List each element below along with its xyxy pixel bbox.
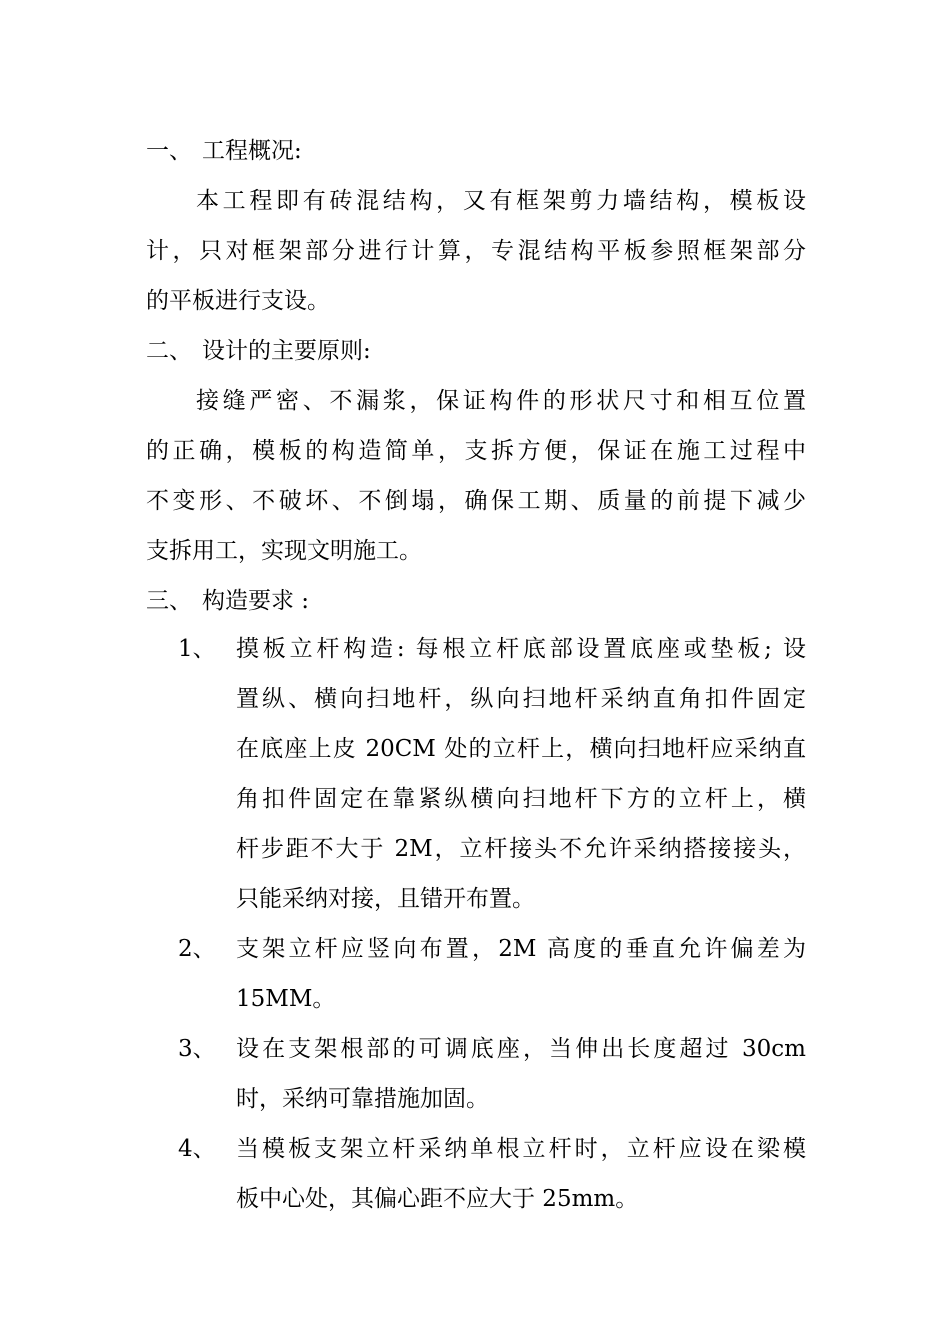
- list-item-line: 设在支架根部的可调底座，当伸出长度超过 30cm: [236, 1036, 806, 1062]
- section-number: 三、: [146, 588, 192, 614]
- section-title: 构造要求 :: [202, 588, 310, 614]
- list-item-number: 4、: [178, 1136, 216, 1162]
- paragraph-line: 支拆用工，实现文明施工。: [146, 538, 422, 564]
- section-heading-2: [146, 336, 371, 366]
- list-item-line: 摸板立杆构造: 每根立杆底部设置底座或垫板; 设: [236, 636, 806, 662]
- list-item-number: 1、: [178, 636, 216, 662]
- list-item-number: 3、: [178, 1036, 216, 1062]
- list-item-line: 置纵、横向扫地杆，纵向扫地杆采纳直角扣件固定: [236, 686, 806, 712]
- list-item-line: 板中心处，其偏心距不应大于 25mm。: [236, 1186, 639, 1212]
- list-item-line: 支架立杆应竖向布置，2M 高度的垂直允许偏差为: [236, 936, 806, 962]
- list-item-line: 当模板支架立杆采纳单根立杆时，立杆应设在梁模: [236, 1136, 806, 1162]
- paragraph-line: 的平板进行支设。: [146, 288, 330, 314]
- list-item-line: 角扣件固定在靠紧纵横向扫地杆下方的立杆上，横: [236, 786, 806, 812]
- paragraph-line: 不变形、不破坏、不倒塌，确保工期、质量的前提下减少: [146, 488, 806, 514]
- paragraph-line: 本工程即有砖混结构，又有框架剪力墙结构，模板设: [196, 188, 806, 214]
- section-heading-3: [146, 586, 309, 616]
- list-item-line: 15MM。: [236, 986, 336, 1012]
- list-item-line: 时，采纳可靠措施加固。: [236, 1086, 489, 1112]
- section-title: 设计的主要原则:: [202, 338, 371, 364]
- list-item-line: 在底座上皮 20CM 处的立杆上，横向扫地杆应采纳直: [236, 736, 806, 762]
- list-item-line: 杆步距不大于 2M，立杆接头不允许采纳搭接接头，: [236, 836, 806, 862]
- paragraph-line: 计，只对框架部分进行计算，专混结构平板参照框架部分: [146, 238, 806, 264]
- section-number: 二、: [146, 338, 192, 364]
- paragraph-line: 的正确，模板的构造简单，支拆方便，保证在施工过程中: [146, 438, 806, 464]
- paragraph-line: 接缝严密、不漏浆，保证构件的形状尺寸和相互位置: [196, 388, 806, 414]
- list-item-number: 2、: [178, 936, 216, 962]
- list-item-line: 只能采纳对接，且错开布置。: [236, 886, 535, 912]
- section-title: 工程概况:: [202, 138, 302, 164]
- section-heading-1: [146, 136, 302, 166]
- section-number: 一、: [146, 138, 192, 164]
